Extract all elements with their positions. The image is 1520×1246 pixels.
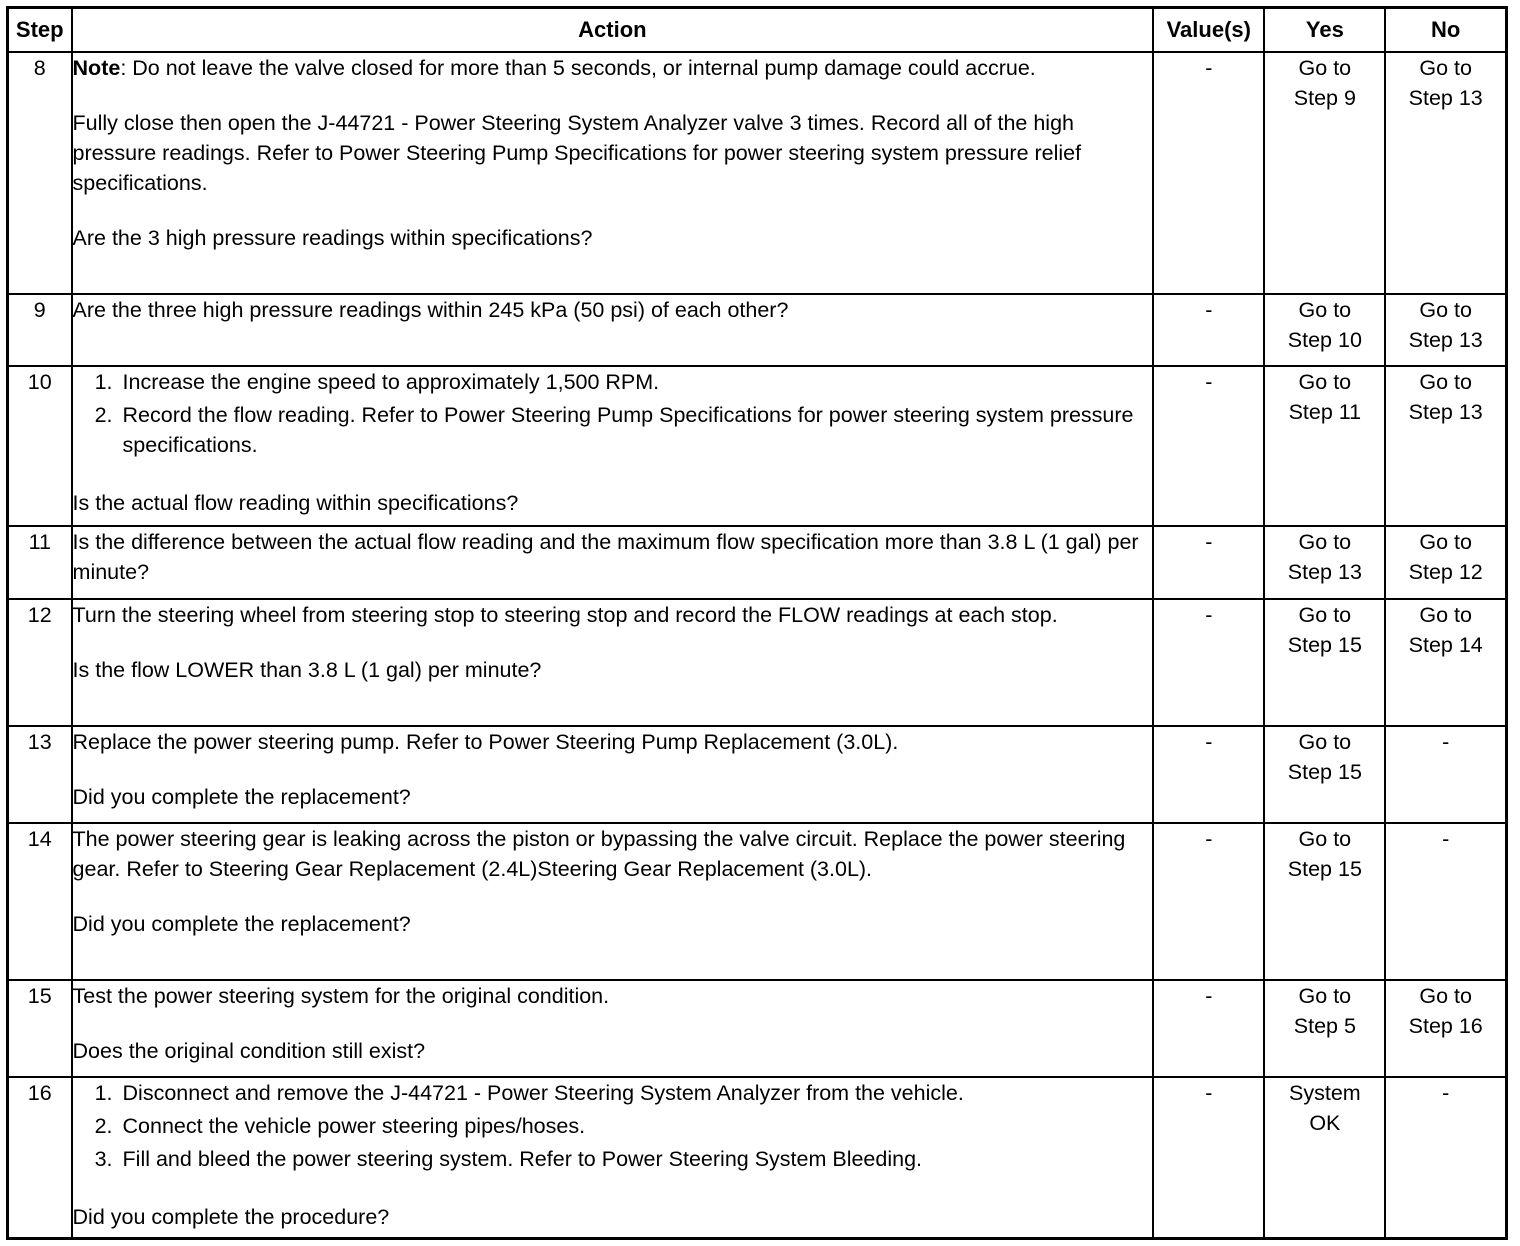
- action-cell: [72, 823, 1154, 980]
- note-label: Note: [72, 56, 121, 80]
- value-cell: -: [1153, 366, 1264, 526]
- value-cell: -: [1153, 980, 1264, 1077]
- yes-result: Go to Step 9: [1264, 52, 1385, 294]
- question-text: Are the 3 high pressure readings within specifications?: [72, 226, 593, 250]
- header-row: [8, 8, 1507, 53]
- table-row: [8, 980, 1507, 1077]
- action-cell: [72, 294, 1154, 366]
- note-text: : Do not leave the valve closed for more than 5 seconds, or internal pump damage could accrue.: [120, 56, 1036, 80]
- no-result: -: [1385, 726, 1506, 823]
- step-number: 10: [8, 366, 72, 526]
- question-text: Does the original condition still exist?: [72, 1039, 426, 1063]
- no-result: Go to Step 14: [1385, 599, 1506, 726]
- question-text: Did you complete the replacement?: [72, 912, 411, 936]
- header-no: No: [1385, 8, 1506, 53]
- value-cell: -: [1153, 52, 1264, 294]
- table-row: [8, 823, 1507, 980]
- step-number: 9: [8, 294, 72, 366]
- step-number: 8: [8, 52, 72, 294]
- table-row: [8, 526, 1507, 599]
- step-number: 11: [8, 526, 72, 599]
- diagnostic-table: [6, 6, 1508, 1240]
- list-item: 2. Connect the vehicle power steering pipes/hoses.: [94, 1114, 586, 1138]
- step-number: 13: [8, 726, 72, 823]
- value-cell: -: [1153, 526, 1264, 599]
- list-item: 1. Disconnect and remove the J-44721 - Power Steering System Analyzer from the vehicle.: [94, 1081, 964, 1105]
- yes-result: Go to Step 15: [1264, 726, 1385, 823]
- value-cell: -: [1153, 726, 1264, 823]
- action-cell: [72, 726, 1154, 823]
- no-result: Go to Step 13: [1385, 366, 1506, 526]
- question-text: Is the flow LOWER than 3.8 L (1 gal) per minute?: [72, 658, 542, 682]
- action-cell: [72, 980, 1154, 1077]
- header-values: Value(s): [1153, 8, 1264, 53]
- action-cell: [72, 1077, 1154, 1238]
- value-cell: -: [1153, 294, 1264, 366]
- table-row: [8, 366, 1507, 526]
- instruction-text: Fully close then open the J-44721 - Power Steering System Analyzer valve 3 times. Record all of the high pressure readings. Refer to Power Steering Pump Specifications for power steering system pressure relief specifications.: [72, 111, 1082, 195]
- header-yes: Yes: [1264, 8, 1385, 53]
- value-cell: -: [1153, 823, 1264, 980]
- no-result: -: [1385, 1077, 1506, 1238]
- yes-result: Go to Step 15: [1264, 823, 1385, 980]
- value-cell: -: [1153, 599, 1264, 726]
- step-number: 15: [8, 980, 72, 1077]
- yes-result: System OK: [1264, 1077, 1385, 1238]
- instruction-text: The power steering gear is leaking across the piston or bypassing the valve circuit. Replace the power steering gear. Refer to Steering Gear Replacement (2.4L)Steering Gear Replacement (3.0L).: [72, 827, 1126, 881]
- action-cell: [72, 599, 1154, 726]
- list-item: 3. Fill and bleed the power steering system. Refer to Power Steering System Bleeding.: [94, 1147, 923, 1171]
- step-number: 12: [8, 599, 72, 726]
- header-step: Step: [8, 8, 72, 53]
- step-number: 14: [8, 823, 72, 980]
- procedure-list: [73, 367, 1153, 460]
- action-cell: [72, 366, 1154, 526]
- instruction-text: Turn the steering wheel from steering stop to steering stop and record the FLOW readings at each stop.: [72, 603, 1058, 627]
- no-result: Go to Step 13: [1385, 294, 1506, 366]
- table-row: [8, 599, 1507, 726]
- table-row: [8, 52, 1507, 294]
- yes-result: Go to Step 11: [1264, 366, 1385, 526]
- question-text: Is the difference between the actual flow reading and the maximum flow specification more than 3.8 L (1 gal) per minute?: [72, 530, 1139, 584]
- instruction-text: Replace the power steering pump. Refer to Power Steering Pump Replacement (3.0L).: [72, 730, 899, 754]
- no-result: Go to Step 12: [1385, 526, 1506, 599]
- value-cell: -: [1153, 1077, 1264, 1238]
- table-row: [8, 294, 1507, 366]
- no-result: -: [1385, 823, 1506, 980]
- no-result: Go to Step 13: [1385, 52, 1506, 294]
- note-paragraph: [73, 53, 1153, 83]
- table-row: [8, 1077, 1507, 1238]
- yes-result: Go to Step 15: [1264, 599, 1385, 726]
- question-text: Are the three high pressure readings within 245 kPa (50 psi) of each other?: [72, 298, 789, 322]
- yes-result: Go to Step 10: [1264, 294, 1385, 366]
- procedure-list: [73, 1078, 1153, 1174]
- header-action: Action: [72, 8, 1154, 53]
- list-item: 1. Increase the engine speed to approximately 1,500 RPM.: [94, 370, 660, 394]
- question-text: Is the actual flow reading within specifications?: [72, 491, 519, 515]
- action-cell: [72, 52, 1154, 294]
- yes-result: Go to Step 13: [1264, 526, 1385, 599]
- table-row: [8, 726, 1507, 823]
- question-text: Did you complete the replacement?: [72, 785, 411, 809]
- action-cell: [72, 526, 1154, 599]
- question-text: Did you complete the procedure?: [72, 1205, 390, 1229]
- yes-result: Go to Step 5: [1264, 980, 1385, 1077]
- list-item: 2. Record the flow reading. Refer to Power Steering Pump Specifications for power steering system pressure specifications.: [94, 403, 1134, 457]
- instruction-text: Test the power steering system for the original condition.: [72, 984, 610, 1008]
- step-number: 16: [8, 1077, 72, 1238]
- no-result: Go to Step 16: [1385, 980, 1506, 1077]
